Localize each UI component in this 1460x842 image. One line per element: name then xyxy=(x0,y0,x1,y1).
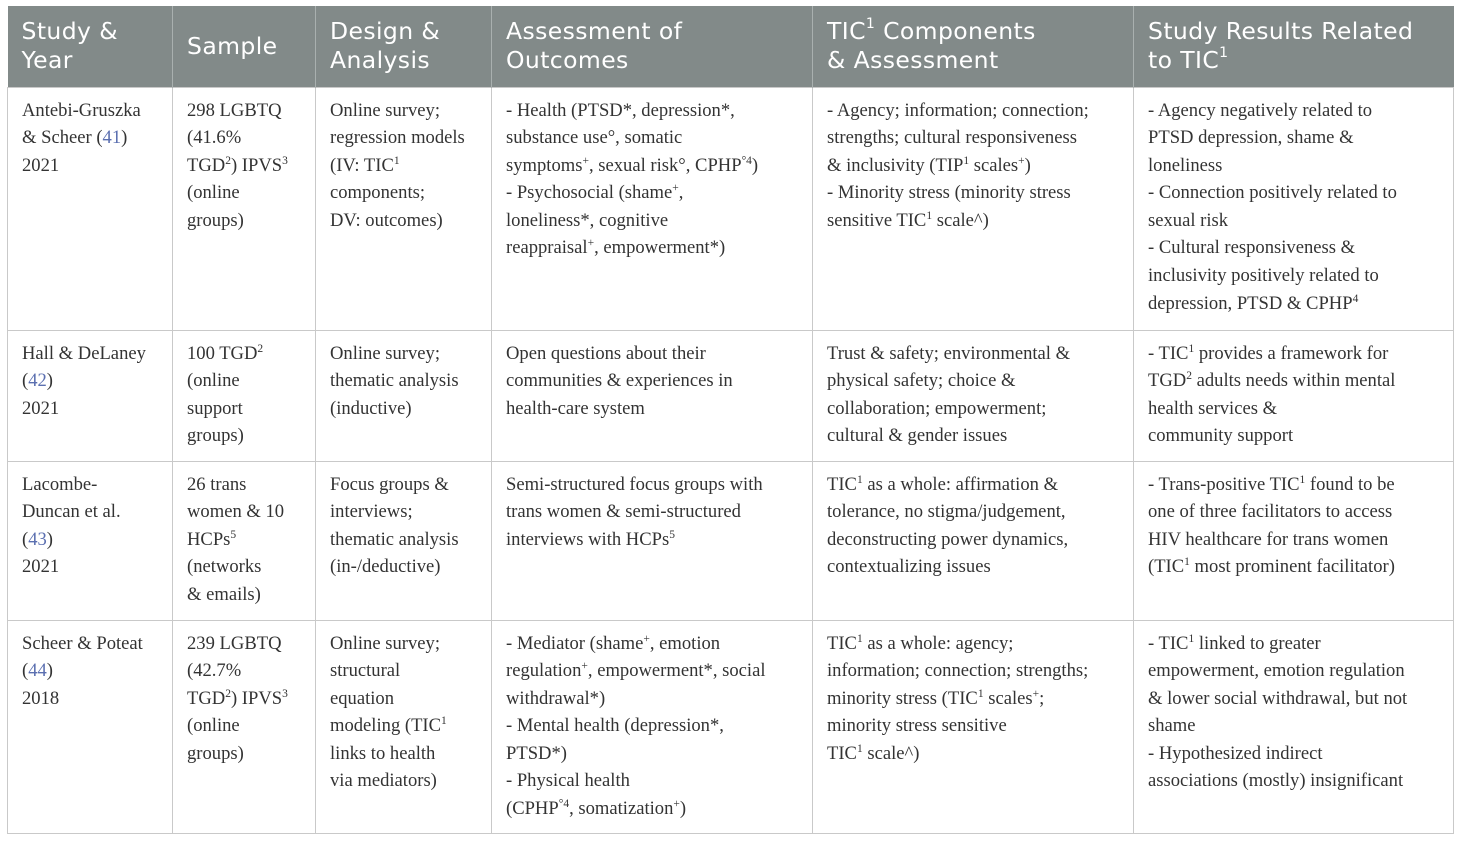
text-line: (inductive) xyxy=(330,397,412,419)
superscript: 3 xyxy=(282,687,288,700)
cell-assessment-outcomes xyxy=(492,461,813,620)
superscript: 1 xyxy=(926,209,933,222)
text-line: deconstructing power dynamics, xyxy=(827,528,1069,550)
text-line: (43) xyxy=(22,528,53,550)
text-line: - Cultural responsiveness & xyxy=(1148,237,1356,259)
text-line: groups) xyxy=(187,742,244,764)
text-line: (in-/deductive) xyxy=(330,556,441,578)
text-line: health-care system xyxy=(506,397,645,419)
text-line: TGD$^2$ adults needs within mental xyxy=(1148,370,1396,392)
text-line: PTSD*) xyxy=(506,742,567,764)
text-line: Duncan et al. xyxy=(22,501,121,523)
cell-assessment-outcomes xyxy=(492,330,813,461)
text-line: Scheer & Poteat xyxy=(22,632,143,654)
text-line: & inclusivity (TIP$^1$ scales+) xyxy=(827,154,1031,176)
text-line: equation xyxy=(330,687,395,709)
text-line: groups) xyxy=(187,425,244,447)
cell-tic-components xyxy=(813,620,1134,833)
superscript: + xyxy=(643,632,650,645)
superscript: 1 xyxy=(393,154,400,167)
cell-assessment-outcomes xyxy=(492,87,813,330)
text-line: Lacombe- xyxy=(22,473,98,495)
text-line: & Scheer (41) xyxy=(22,127,128,149)
text-line: TGD$^2$) IPVS$^3$ xyxy=(187,154,288,176)
cell-study-results xyxy=(1134,330,1454,461)
superscript: 1 xyxy=(856,632,863,645)
text-line: - Connection positively related to xyxy=(1148,182,1397,204)
text-line: sexual risk xyxy=(1148,209,1229,231)
table-row xyxy=(8,461,1454,620)
text-line: loneliness xyxy=(1148,154,1223,176)
table-row xyxy=(8,620,1454,833)
cell-design-analysis xyxy=(316,461,492,620)
text-line: 26 trans xyxy=(187,473,247,495)
header-tic-components xyxy=(813,6,1134,87)
text-line: ($CPHP^{^\circ 4}$, somatization+) xyxy=(506,798,687,820)
text-line: HCPs$^5$ xyxy=(187,528,237,550)
superscript: + xyxy=(672,182,679,195)
superscript: 1 xyxy=(865,16,876,33)
text-line: collaboration; empowerment; xyxy=(827,397,1047,419)
text-line: - Minority stress (minority stress xyxy=(827,182,1071,204)
text-line: loneliness*, cognitive xyxy=(506,209,669,231)
text-line: - TIC$^1$ linked to greater xyxy=(1148,632,1321,654)
text-line: & Assessment xyxy=(827,46,999,75)
cell-study-year xyxy=(8,620,173,833)
header-assessment-outcomes xyxy=(492,6,813,87)
text-line: regulation+, empowerment*, social xyxy=(506,660,766,682)
superscript: 1 xyxy=(1188,632,1195,645)
cell-study-year xyxy=(8,330,173,461)
superscript: 1 xyxy=(1184,556,1190,569)
table-row xyxy=(8,87,1454,330)
text-line: TIC$^1$ as a whole: agency; xyxy=(827,632,1014,654)
text-line: minority stress sensitive xyxy=(827,715,1007,737)
text-line: (online xyxy=(187,182,240,204)
text-line: (44) xyxy=(22,660,53,682)
cell-tic-components xyxy=(813,330,1134,461)
cell-study-year xyxy=(8,461,173,620)
text-line: Semi-structured focus groups with xyxy=(506,473,763,495)
header-study-year xyxy=(8,6,173,87)
text-line: Year xyxy=(21,46,73,75)
cell-sample xyxy=(173,461,316,620)
text-line: 2021 xyxy=(22,556,60,578)
reference-link[interactable]: 42 xyxy=(28,370,47,392)
text-line: (online xyxy=(187,370,240,392)
text-line: Antebi-Gruszka xyxy=(22,99,141,121)
cell-design-analysis xyxy=(316,87,492,330)
cell-study-year xyxy=(8,87,173,330)
text-line: - Health (PTSD*, depression*, xyxy=(506,99,735,121)
superscript: 1 xyxy=(1188,342,1195,355)
cell-tic-components xyxy=(813,461,1134,620)
superscript: 5 xyxy=(669,528,675,541)
tic-studies-table xyxy=(7,6,1454,834)
text-line: physical safety; choice & xyxy=(827,370,1016,392)
text-line: community support xyxy=(1148,425,1294,447)
text-line: (42.7% xyxy=(187,660,242,682)
text-line: communities & experiences in xyxy=(506,370,733,392)
text-line: - Mediator (shame+, emotion xyxy=(506,632,721,654)
superscript: 1 xyxy=(1299,473,1306,486)
reference-link[interactable]: 43 xyxy=(28,528,47,550)
table-row xyxy=(8,330,1454,461)
text-line: cultural & gender issues xyxy=(827,425,1008,447)
superscript: 1 xyxy=(1219,45,1229,62)
text-line: 100 TGD$^2$ xyxy=(187,342,264,364)
text-line: (IV: TIC$^1$ xyxy=(330,154,400,176)
superscript: 4 xyxy=(1352,292,1359,305)
text-line: 298 LGBTQ xyxy=(187,99,282,121)
text-line: (networks xyxy=(187,556,262,578)
text-line: interviews; xyxy=(330,501,413,523)
text-line: information; connection; strengths; xyxy=(827,660,1089,682)
text-line: (TIC$^1$ most prominent facilitator) xyxy=(1148,556,1395,578)
text-line: substance use°, somatic xyxy=(506,127,683,149)
header-design-analysis xyxy=(316,6,492,87)
cell-design-analysis xyxy=(316,620,492,833)
text-line: modeling (TIC$^1$ xyxy=(330,715,447,737)
text-line: TIC$^1$ Components xyxy=(827,16,1036,46)
superscript: 1 xyxy=(856,742,863,755)
text-line: groups) xyxy=(187,209,244,231)
text-line: empowerment, emotion regulation xyxy=(1148,660,1405,682)
text-line: to TIC$^1$ xyxy=(1148,45,1229,75)
text-line: TIC$^1$ as a whole: affirmation & xyxy=(827,473,1059,495)
text-line: 239 LGBTQ xyxy=(187,632,282,654)
text-line: support xyxy=(187,397,243,419)
text-line: minority stress (TIC$^1$ scales+; xyxy=(827,687,1045,709)
text-line: (online xyxy=(187,715,240,737)
text-line: HIV healthcare for trans women xyxy=(1148,528,1389,550)
superscript: 5 xyxy=(230,528,237,541)
cell-tic-components xyxy=(813,87,1134,330)
cell-design-analysis xyxy=(316,330,492,461)
text-line: components; xyxy=(330,182,426,204)
text-line: women & 10 xyxy=(187,501,285,523)
text-line: Trust & safety; environmental & xyxy=(827,342,1071,364)
superscript: + xyxy=(581,660,588,673)
cell-sample xyxy=(173,620,316,833)
reference-link[interactable]: 41 xyxy=(102,127,122,149)
text-line: Online survey; xyxy=(330,632,440,654)
text-line: tolerance, no stigma/judgement, xyxy=(827,501,1066,523)
cell-study-results xyxy=(1134,620,1454,833)
cell-sample xyxy=(173,330,316,461)
superscript: °4 xyxy=(558,798,570,811)
superscript: + xyxy=(673,798,680,811)
text-line: thematic analysis xyxy=(330,370,459,392)
text-line: Study Results Related xyxy=(1148,17,1414,46)
text-line: thematic analysis xyxy=(330,528,459,550)
text-line: reappraisal+, empowerment*) xyxy=(506,237,726,259)
superscript: °4 xyxy=(741,154,752,167)
text-line: depression, PTSD & CPHP$^4$ xyxy=(1148,292,1359,314)
superscript: + xyxy=(1032,687,1040,700)
text-line: - TIC$^1$ provides a framework for xyxy=(1148,342,1389,364)
text-line: contextualizing issues xyxy=(827,556,991,578)
superscript: 1 xyxy=(963,154,970,167)
text-line: 2018 xyxy=(22,687,60,709)
text-line: strengths; cultural responsiveness xyxy=(827,127,1077,149)
text-line: Sample xyxy=(187,31,278,60)
text-line: Study & xyxy=(21,17,118,46)
text-line: PTSD depression, shame & xyxy=(1148,127,1354,149)
text-line: Focus groups & xyxy=(330,473,449,495)
header-study-results xyxy=(1134,6,1454,87)
text-line: DV: outcomes) xyxy=(330,209,443,231)
text-line: - Physical health xyxy=(506,770,630,792)
text-line: (41.6% xyxy=(187,127,242,149)
text-line: - Psychosocial (shame+, xyxy=(506,182,684,204)
text-line: 2021 xyxy=(22,154,60,176)
text-line: Analysis xyxy=(330,46,431,75)
text-line: one of three facilitators to access xyxy=(1148,501,1393,523)
text-line: TIC$^1$ scale^) xyxy=(827,742,920,764)
text-line: - Trans-positive TIC$^1$ found to be xyxy=(1148,473,1395,495)
superscript: 2 xyxy=(225,154,231,167)
text-line: Design & xyxy=(330,17,441,46)
text-line: interviews with HCPs$^5$ xyxy=(506,528,675,550)
text-line: Online survey; xyxy=(330,99,440,121)
superscript: 1 xyxy=(856,473,863,486)
text-line: Online survey; xyxy=(330,342,440,364)
text-line: shame xyxy=(1148,715,1196,737)
text-line: symptoms+, sexual risk°, $CPHP^{^\circ 4}$) xyxy=(506,154,759,176)
text-line: sensitive TIC$^1$ scale^) xyxy=(827,209,989,231)
reference-link[interactable]: 44 xyxy=(28,660,47,682)
cell-sample xyxy=(173,87,316,330)
text-line: trans women & semi-structured xyxy=(506,501,741,523)
text-line: links to health xyxy=(330,742,436,764)
superscript: + xyxy=(1018,154,1025,167)
cell-study-results xyxy=(1134,87,1454,330)
text-line: & emails) xyxy=(187,583,261,605)
superscript: 2 xyxy=(225,687,231,700)
superscript: 1 xyxy=(977,687,984,700)
text-line: regression models xyxy=(330,127,465,149)
text-line: associations (mostly) insignificant xyxy=(1148,770,1404,792)
text-line: structural xyxy=(330,660,401,682)
superscript: 2 xyxy=(1186,370,1192,383)
text-line: (42) xyxy=(22,370,53,392)
text-line: - Mental health (depression*, xyxy=(506,715,724,737)
text-line: & lower social withdrawal, but not xyxy=(1148,687,1408,709)
text-line: withdrawal*) xyxy=(506,687,606,709)
text-line: - Hypothesized indirect xyxy=(1148,742,1323,764)
superscript: 3 xyxy=(282,154,288,167)
header-row xyxy=(8,6,1454,87)
text-line: Assessment of xyxy=(506,17,683,46)
text-line: inclusivity positively related to xyxy=(1148,265,1379,287)
superscript: 2 xyxy=(257,342,264,355)
cell-study-results xyxy=(1134,461,1454,620)
text-line: health services & xyxy=(1148,397,1278,419)
text-line: - Agency; information; connection; xyxy=(827,99,1089,121)
text-line: Outcomes xyxy=(506,46,629,75)
cell-assessment-outcomes xyxy=(492,620,813,833)
text-line: Open questions about their xyxy=(506,342,706,364)
header-sample xyxy=(173,6,316,87)
superscript: + xyxy=(587,237,595,250)
text-line: 2021 xyxy=(22,397,60,419)
superscript: 1 xyxy=(441,715,447,728)
text-line: - Agency negatively related to xyxy=(1148,99,1373,121)
text-line: Hall & DeLaney xyxy=(22,342,146,364)
text-line: TGD$^2$) IPVS$^3$ xyxy=(187,687,288,709)
superscript: + xyxy=(582,154,589,167)
text-line: via mediators) xyxy=(330,770,437,792)
